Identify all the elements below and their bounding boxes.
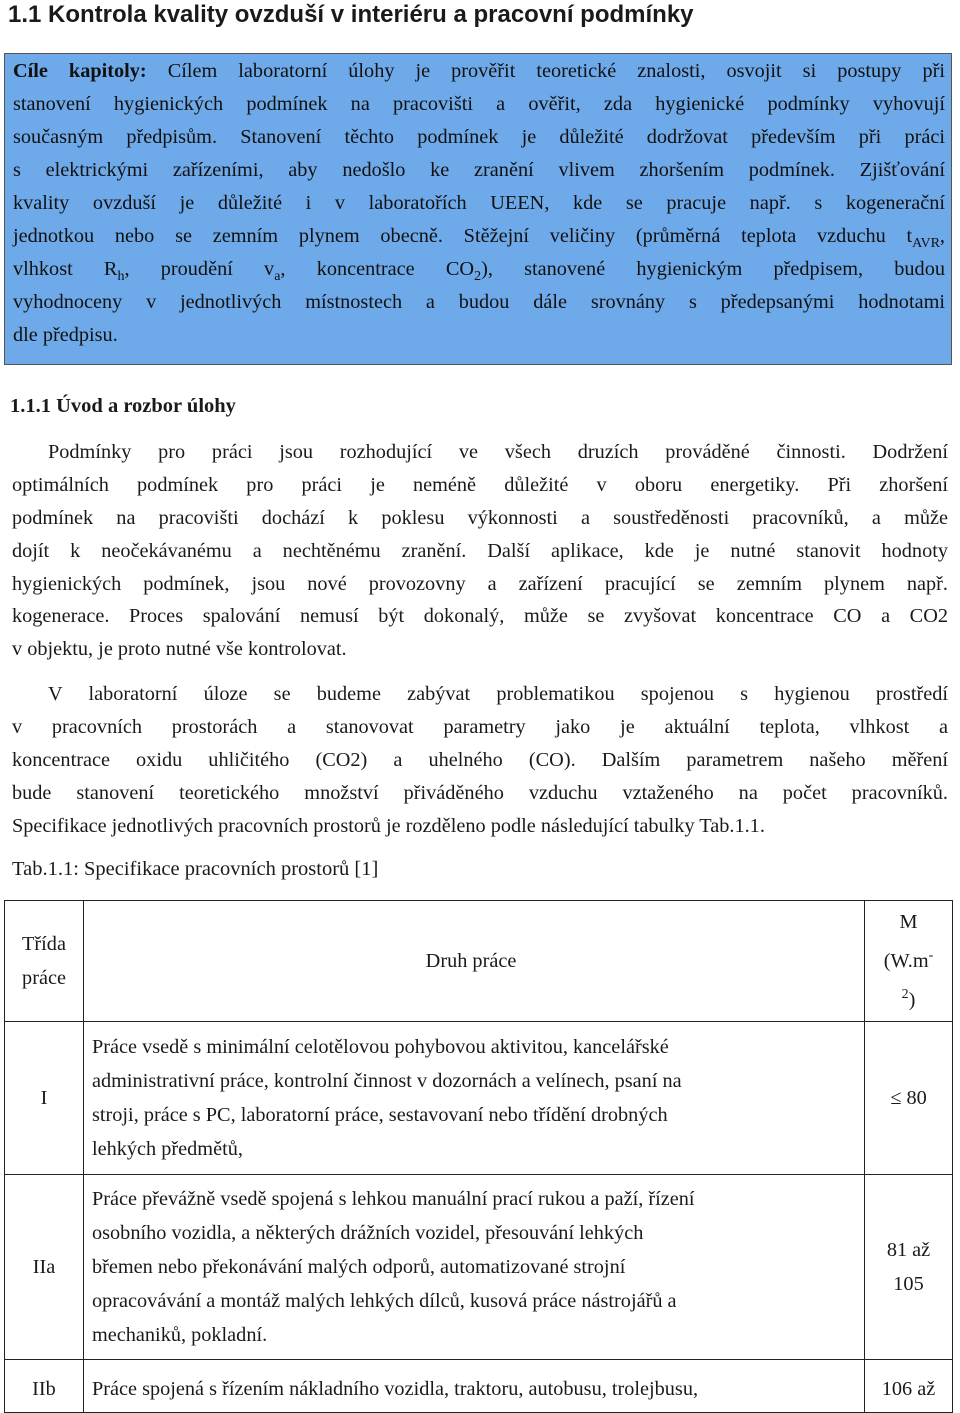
- cell-class: I: [5, 1022, 84, 1175]
- cell-metabolic-rate: 106 až: [865, 1360, 953, 1413]
- section-heading: 1.1.1 Úvod a rozbor úlohy: [10, 395, 236, 417]
- cell-class: IIb: [5, 1360, 84, 1413]
- paragraph-line: kogenerace. Proces spalování nemusí být dokonalý, může se zvyšovat koncentrace CO a CO2: [12, 605, 948, 627]
- paragraph-line: Podmínky pro práci jsou rozhodující ve všech druzích prováděné činnosti. Dodržení: [48, 441, 948, 463]
- paragraph-line: optimálních podmínek pro práci je neméně důležité v oboru energetiky. Při zhoršení: [12, 474, 948, 496]
- table-row: [5, 1175, 953, 1360]
- paragraph-line: podmínek na pracovišti dochází k poklesu výkonnosti a soustředěnosti pracovníků, a může: [12, 507, 948, 529]
- header-work: Druh práce: [84, 901, 865, 1022]
- paragraph-line: V laboratorní úloze se budeme zabývat problematikou spojenou s hygienou prostředí: [48, 683, 948, 705]
- paragraph-line: hygienických podmínek, jsou nové provozovny a zařízení pracující se zemním plynem např.: [12, 573, 948, 595]
- goals-line: kvality ovzduší je důležité i v laboratořích UEEN, kde se pracuje např. s kogenerační: [13, 192, 945, 214]
- goals-line: dle předpisu.: [13, 324, 118, 346]
- table-row: [5, 1022, 953, 1175]
- goals-line: Cíle kapitoly: Cílem laboratorní úlohy je prověřit teoretické znalosti, osvojit si postupy při: [13, 60, 945, 82]
- cell-class: IIa: [5, 1175, 84, 1360]
- paragraph-line: koncentrace oxidu uhličitého (CO2) a uhelného (CO). Dalším parametrem našeho měření: [12, 749, 948, 771]
- work-spec-table: [4, 900, 953, 1413]
- chapter-goals-box: [4, 53, 952, 365]
- paragraph-line: dojít k neočekávanému a nechtěnému zranění. Další aplikace, kde je nutné stanovit hodnoty: [12, 540, 948, 562]
- goals-line: vlhkost $R_h$, proudění $v_a$, koncentrace $CO_2$), stanovené hygienickým předpisem, budou: [13, 258, 945, 285]
- goals-line: současným předpisům. Stanovení těchto podmínek je důležité dodržovat především při práci: [13, 126, 945, 148]
- table-caption: Tab.1.1: Specifikace pracovních prostorů [1]: [12, 858, 379, 880]
- goals-line: stanovení hygienických podmínek na pracovišti a ověřit, zda hygienické podmínky vyhovují: [13, 93, 945, 115]
- cell-metabolic-rate: ≤ 80: [865, 1022, 953, 1175]
- paragraph-line: bude stanovení teoretického množství přiváděného vzduchu vztaženého na počet pracovníků.: [12, 782, 948, 804]
- goals-label: Cíle kapitoly:: [13, 60, 147, 82]
- paragraph-line: v pracovních prostorách a stanovovat parametry jako je aktuální teplota, vlhkost a: [12, 716, 948, 738]
- table-header-row: [5, 901, 953, 1022]
- table-row: [5, 1360, 953, 1413]
- chapter-heading: 1.1 Kontrola kvality ovzduší v interiéru a pracovní podmínky: [8, 1, 694, 28]
- cell-work: Práce převážně vsedě spojená s lehkou manuální prací rukou a paží, řízení osobního vozidla, a některých drážních vozidel, přesouvání lehkých břemen nebo překonávání malých odporů, automatizované strojní opracovávání a montáž malých lehkých dílců, kusová práce nástrojářů a mechaniků, pokladní.: [84, 1175, 865, 1360]
- cell-work: Práce spojená s řízením nákladního vozidla, traktoru, autobusu, trolejbusu,: [84, 1360, 865, 1413]
- cell-work: Práce vsedě s minimální celotělovou pohybovou aktivitou, kancelářské administrativní práce, kontrolní činnost v dozornách a velínech, psaní na stroji, práce s PC, laboratorní práce, sestavovaní nebo třídění drobných lehkých předmětů,: [84, 1022, 865, 1175]
- paragraph-line: v objektu, je proto nutné vše kontrolovat.: [12, 638, 347, 660]
- goals-line: s elektrickými zařízeními, aby nedošlo ke zranění vlivem zhoršením podmínek. Zjišťování: [13, 159, 945, 181]
- goals-line: jednotkou nebo se zemním plynem obecně. Stěžejní veličiny (průměrná teplota vzduchu $t_{AVR}$,: [13, 225, 945, 252]
- goals-line: vyhodnoceny v jednotlivých místnostech a budou dále srovnány s předepsanými hodnotami: [13, 291, 945, 313]
- header-class: Třída práce: [5, 901, 84, 1022]
- header-metabolic-rate: M (W.m- $^2$): [865, 901, 953, 1022]
- paragraph-line: Specifikace jednotlivých pracovních prostorů je rozděleno podle následující tabulky Tab.1.1.: [12, 815, 765, 837]
- cell-metabolic-rate: 81 až 105: [865, 1175, 953, 1360]
